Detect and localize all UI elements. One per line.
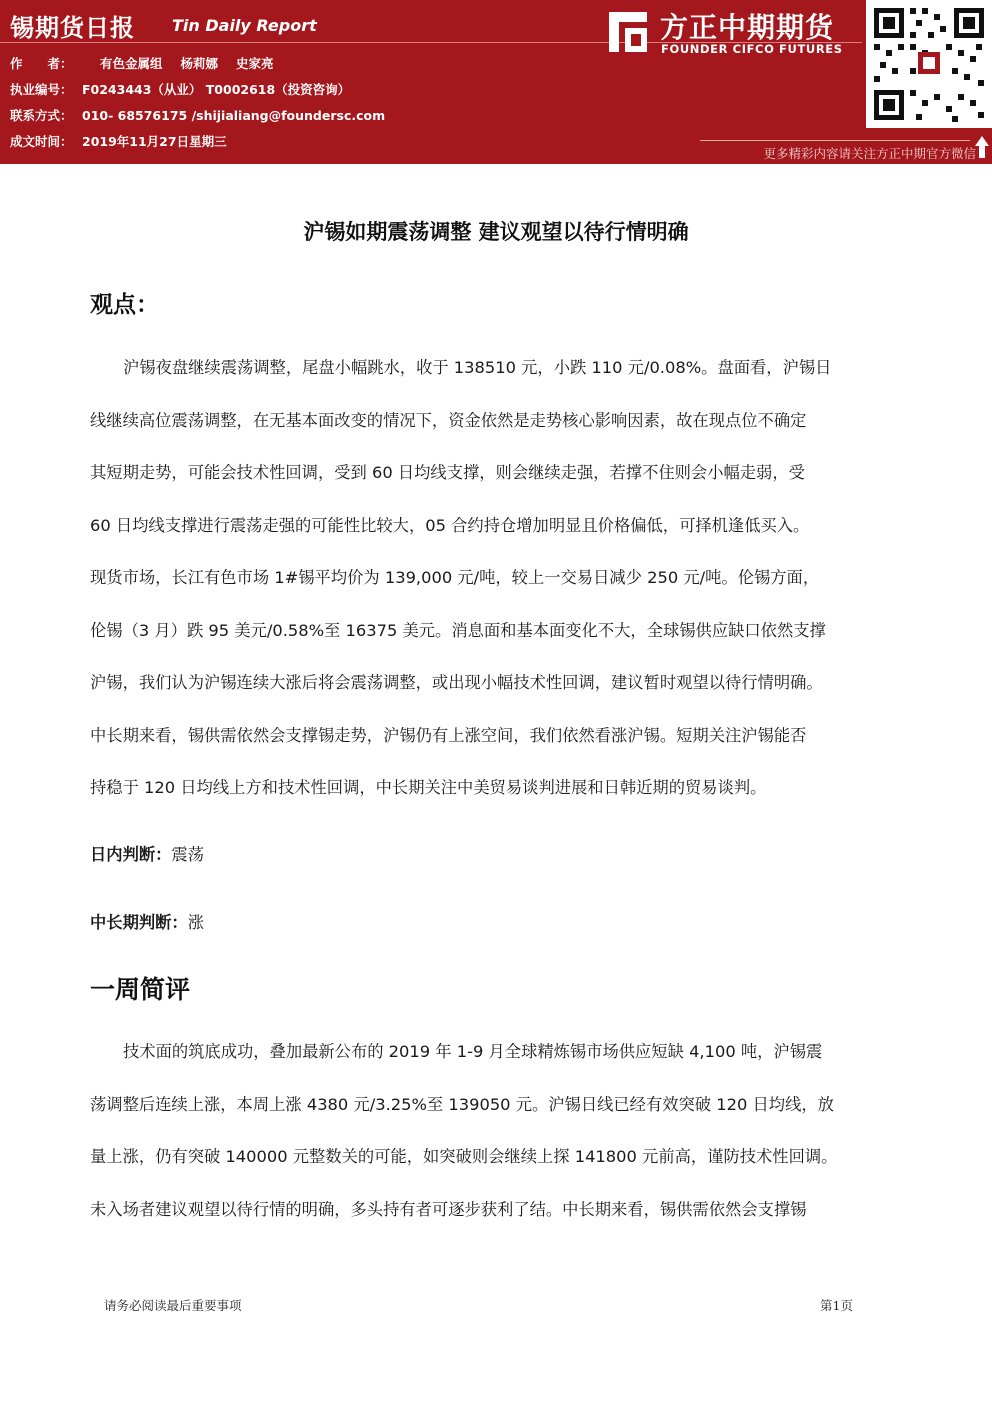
logo-text-en: FOUNDER CIFCO FUTURES xyxy=(661,42,843,56)
contact-row xyxy=(10,106,385,124)
paragraph-line: 60 日均线支撑进行震荡走强的可能性比较大，05 合约持仓增加明显且价格偏低，可择机逢低买入。 xyxy=(90,515,810,535)
founder-logo-icon xyxy=(603,8,653,56)
author-row xyxy=(10,54,292,72)
license-row xyxy=(10,80,350,98)
paragraph-line: 持稳于 120 日均线上方和技术性回调，中长期关注中美贸易谈判进展和日韩近期的贸易谈判。 xyxy=(90,778,767,797)
longterm-judgement xyxy=(90,909,204,933)
paragraph-line: 荡调整后连续上涨，本周上涨 4380 元/3.25%至 139050 元。沪锡日线已经有效突破 120 日均线，放 xyxy=(90,1094,834,1114)
paragraph-line: 其短期走势，可能会技术性回调，受到 60 日均线支撑，则会继续走强，若撑不住则会小幅走弱，受 xyxy=(90,463,805,482)
paragraph-line: 沪锡，我们认为沪锡连续大涨后将会震荡调整，或出现小幅技术性回调，建议暂时观望以待行情明确。 xyxy=(90,673,823,692)
brand-title-en: Tin Daily Report xyxy=(172,16,317,35)
footer-disclaimer-note: 请务必阅读最后重要事项 xyxy=(104,1298,242,1313)
author-group: 有色金属组 xyxy=(100,56,163,71)
author-label: 作 者： xyxy=(10,56,73,71)
paragraph-line: 沪锡夜盘继续震荡调整，尾盘小幅跳水，收于 138510 元，小跌 110 元/0.08%。盘面看，沪锡日 xyxy=(123,358,832,377)
paragraph-line: 伦锡（3 月）跌 95 美元/0.58%至 16375 美元。消息面和基本面变化不大，全球锡供应缺口依然支撑 xyxy=(90,620,826,640)
author-name: 史家亮 xyxy=(236,56,274,71)
longterm-label: 中长期判断： xyxy=(90,913,188,932)
paragraph-line: 线继续高位震荡调整，在无基本面改变的情况下，资金依然是走势核心影响因素，故在现点位不确定 xyxy=(90,410,807,430)
longterm-value: 涨 xyxy=(187,913,204,932)
license-value: F0243443（从业） T0002618（投资咨询） xyxy=(82,82,351,97)
wechat-divider xyxy=(700,140,970,141)
author-name: 杨莉娜 xyxy=(180,56,219,71)
paragraph-line: 现货市场，长江有色市场 1#锡平均价为 139,000 元/吨，较上一交易日减少 250 元/吨。伦锡方面， xyxy=(90,568,820,587)
document-title: 沪锡如期震荡调整 建议观望以待行情明确 xyxy=(303,220,689,244)
qr-code-icon xyxy=(866,0,992,128)
paragraph-line: 量上涨，仍有突破 140000 元整数关的可能，如突破则会继续上探 141800 元前高，谨防技术性回调。 xyxy=(90,1147,838,1166)
contact-value[interactable]: 010- 68576175 /shijialiang@foundersc.com xyxy=(82,108,386,123)
wechat-follow-text: 更多精彩内容请关注方正中期官方微信 xyxy=(763,146,976,161)
paragraph-line: 未入场者建议观望以待行情的明确，多头持有者可逐步获利了结。中长期来看，锡供需依然会支撑锡 xyxy=(90,1199,807,1219)
date-label: 成文时间： xyxy=(10,134,73,149)
date-value: 2019年11月27日星期三 xyxy=(82,134,227,149)
arrow-up-icon xyxy=(974,134,990,160)
intraday-value: 震荡 xyxy=(171,845,204,864)
logo-text-cn: 方正中期期货 xyxy=(660,11,835,44)
paragraph-line: 技术面的筑底成功，叠加最新公布的 2019 年 1-9 月全球精炼锡市场供应短缺 4,100 吨，沪锡震 xyxy=(123,1042,823,1061)
section-heading-weekly: 一周简评 xyxy=(90,975,191,1004)
viewpoint-paragraph xyxy=(90,342,908,815)
contact-label: 联系方式： xyxy=(10,108,73,123)
wechat-qr-code[interactable] xyxy=(866,0,992,128)
brand-title-cn: 锡期货日报 xyxy=(10,14,135,42)
weekly-paragraph xyxy=(90,1026,908,1236)
section-heading-viewpoint: 观点： xyxy=(90,292,159,318)
paragraph-line: 中长期来看，锡供需依然会支撑锡走势，沪锡仍有上涨空间，我们依然看涨沪锡。短期关注沪锡能否 xyxy=(90,725,807,745)
report-header xyxy=(0,0,992,164)
intraday-label: 日内判断： xyxy=(90,845,172,864)
intraday-judgement xyxy=(90,841,204,865)
page-number: 第1页 xyxy=(820,1298,853,1313)
wechat-banner xyxy=(0,140,992,164)
license-label: 执业编号： xyxy=(10,82,73,97)
company-logo xyxy=(603,8,859,58)
